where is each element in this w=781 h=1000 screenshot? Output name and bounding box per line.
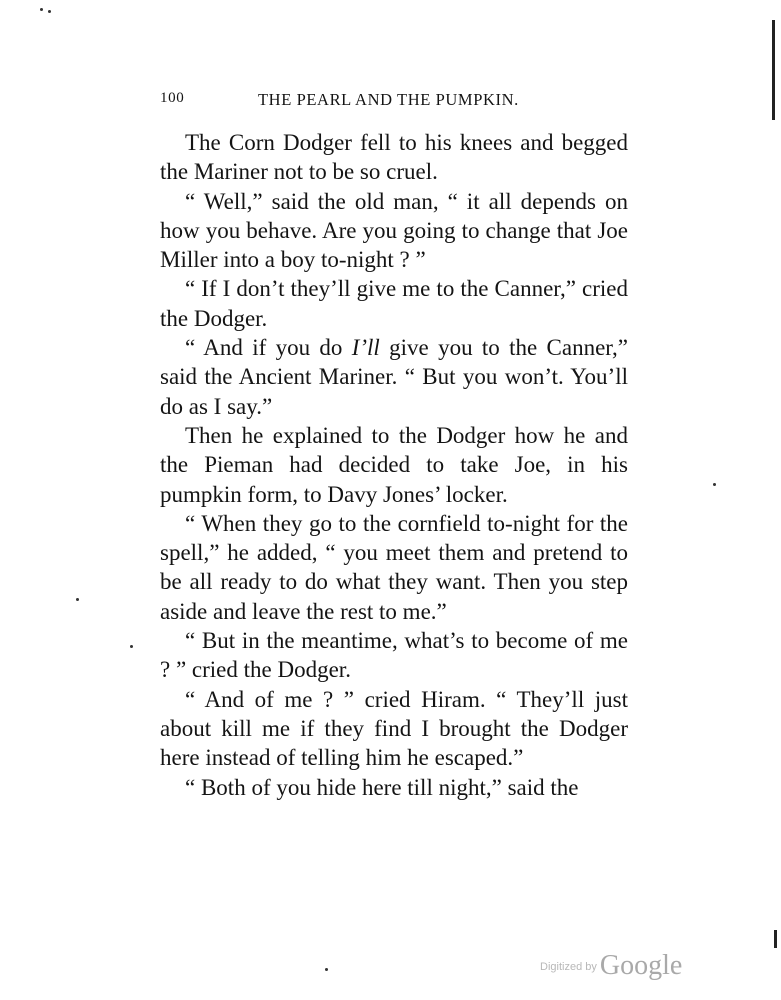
scan-speck (48, 10, 51, 13)
scan-speck (76, 598, 79, 601)
emphasized-word: I’ll (351, 335, 380, 361)
paragraph: The Corn Dodger fell to his knees and begged the Mariner not to be so cruel. (160, 130, 628, 185)
paragraph: Then he explained to the Dodger how he and the Pieman had decided to take Joe, in his pumpkin form, to Davy Jones’ locker. (160, 422, 628, 507)
page-number: 100 (160, 90, 185, 106)
watermark-prefix: Digitized by (540, 961, 597, 973)
paragraph: “ Well,” said the old man, “ it all depends on how you behave. Are you going to change that Joe Miller into a boy to-night ? ” (160, 188, 628, 273)
running-header (160, 90, 630, 114)
digitized-watermark (540, 950, 682, 982)
body-text (160, 128, 628, 802)
paragraph: “ Both of you hide here till night,” said the (185, 774, 579, 800)
running-title: THE PEARL AND THE PUMPKIN. (258, 90, 519, 109)
paragraph: “ If I don’t they’ll give me to the Canner,” cried the Dodger. (160, 276, 628, 331)
paragraph: “ When they go to the cornfield to-night for the spell,” he added, “ you meet them and pretend to be all ready to do what they want. Then you step aside and leave the rest to me.” (160, 510, 628, 624)
paragraph: “ And of me ? ” cried Hiram. “ They’ll just about kill me if they find I brought the Dodger here instead of telling him he escaped.” (160, 686, 628, 771)
scan-speck (713, 483, 716, 486)
google-logo: Google (599, 950, 683, 981)
scan-speck (40, 8, 43, 11)
scan-speck (325, 968, 328, 971)
paragraph: “ But in the meantime, what’s to become of me ? ” cried the Dodger. (160, 628, 628, 683)
paragraph (160, 333, 628, 421)
page-edge-mark (772, 20, 775, 120)
page-edge-mark-bottom (774, 930, 777, 948)
scan-speck (130, 645, 133, 648)
paragraph-text: “ And if you do (185, 335, 352, 361)
paragraph-text: give you to the Canner,” said the Ancient Mariner. “ But you won’t. You’ll do as I say.” (160, 335, 628, 419)
